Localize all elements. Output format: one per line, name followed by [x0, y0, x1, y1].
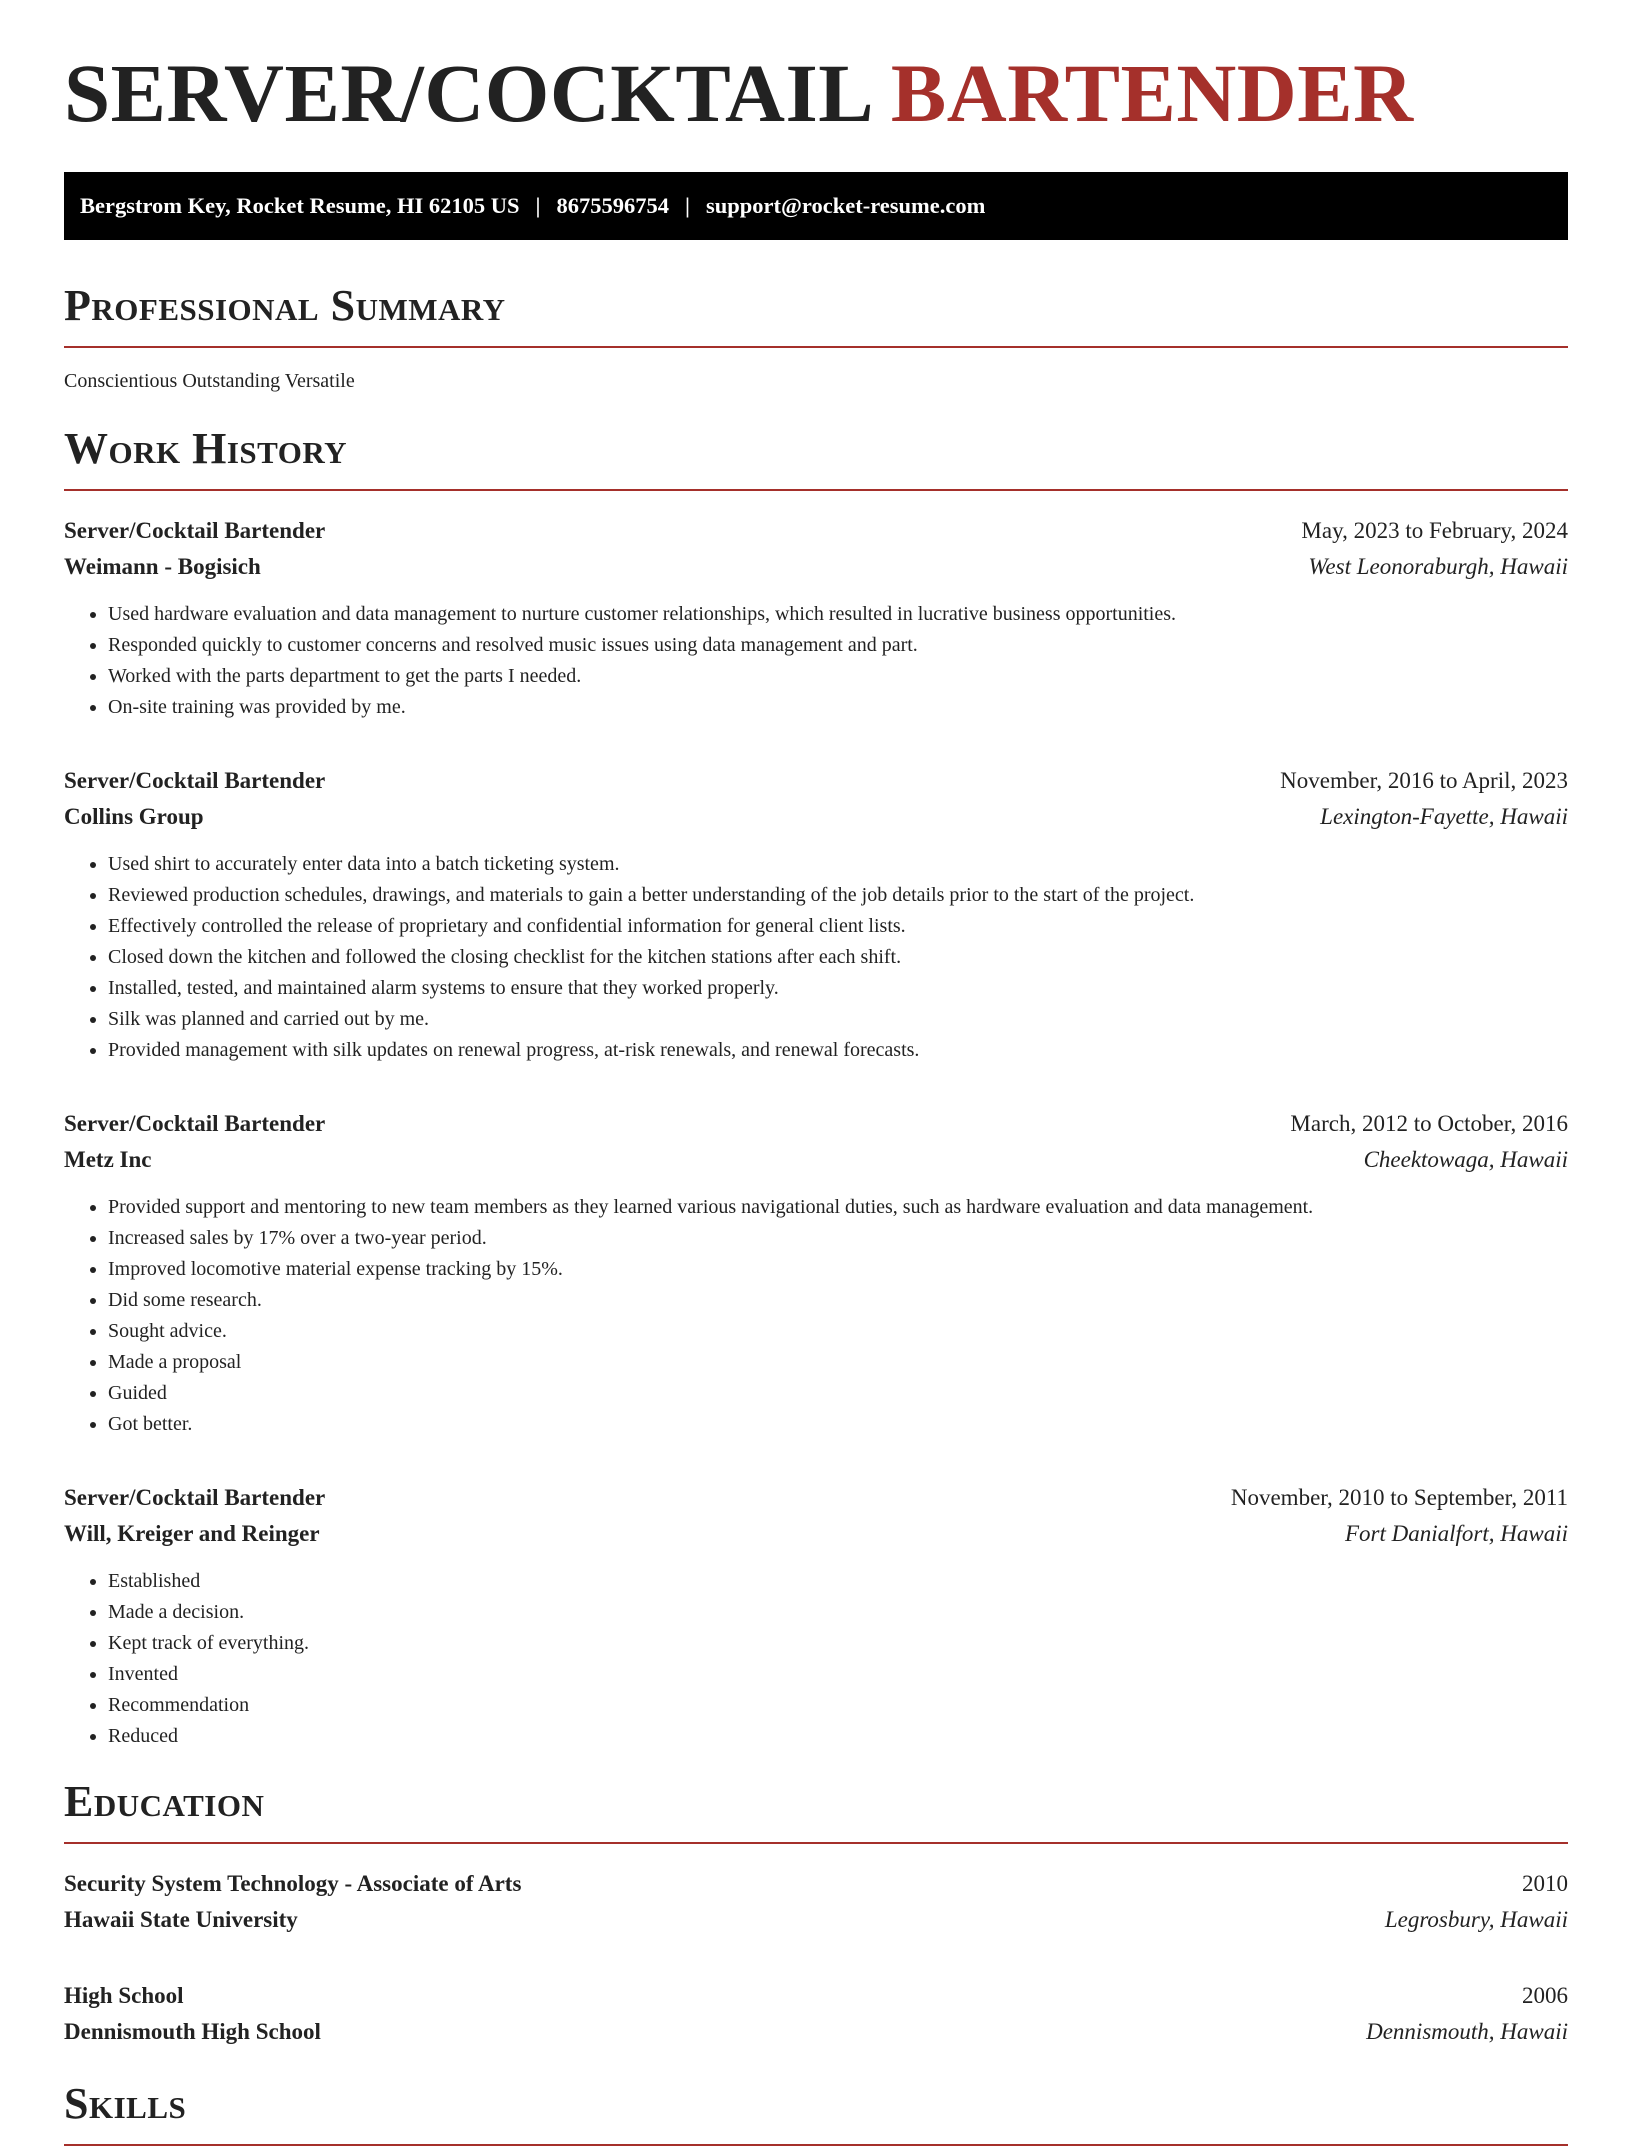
bullet-item: • Reviewed production schedules, drawings, and materials to gain a better understanding of the job details prior to the start of the project. — [108, 880, 1568, 911]
work-history-section — [64, 424, 1568, 1752]
bullet-item: • Effectively controlled the release of proprietary and confidential information for general client lists. — [108, 911, 1568, 942]
job-dates: November, 2010 to September, 2011 — [1230, 1485, 1568, 1510]
bullet-item: • Got better. — [108, 1409, 1568, 1440]
bullet-item: • Installed, tested, and maintained alarm systems to ensure that they worked properly. — [108, 973, 1568, 1004]
contact-separator: | — [535, 193, 541, 218]
job-title: Server/Cocktail Bartender — [64, 518, 326, 543]
bullet-item: • Invented — [108, 1659, 1568, 1690]
bullet-item: • Provided support and mentoring to new team members as they learned various navigational duties, such as hardware evaluation and data management. — [108, 1192, 1568, 1223]
summary-text: Conscientious Outstanding Versatile — [64, 370, 355, 392]
contact-bar — [64, 172, 1568, 240]
contact-phone: 8675596754 — [556, 193, 669, 218]
job-bullets — [64, 599, 1568, 723]
contact-separator: | — [685, 193, 690, 218]
section-divider — [64, 489, 1568, 491]
education-entry — [64, 1866, 1568, 1938]
job-bullets — [64, 1566, 1568, 1752]
education-school: Dennismouth High School — [64, 2019, 321, 2044]
title-part-2: BARTENDER — [890, 47, 1414, 139]
job-entry — [64, 763, 1568, 1066]
bullet-item: • Recommendation — [108, 1690, 1568, 1721]
contact-address: Bergstrom Key, Rocket Resume, HI 62105 US — [80, 193, 520, 218]
job-location: Lexington-Fayette, Hawaii — [1320, 804, 1568, 829]
education-year: 2006 — [1522, 1983, 1568, 2008]
education-degree: Security System Technology - Associate of Arts — [64, 1871, 522, 1896]
bullet-item: • Increased sales by 17% over a two-year period. — [108, 1223, 1568, 1254]
job-location: Fort Danialfort, Hawaii — [1345, 1521, 1568, 1546]
bullet-item: • Used hardware evaluation and data management to nurture customer relationships, which resulted in lucrative business opportunities. — [108, 599, 1568, 630]
job-bullets — [64, 1192, 1568, 1440]
summary-section — [64, 281, 1568, 393]
bullet-item: • Made a proposal — [108, 1347, 1568, 1378]
section-divider — [64, 1842, 1568, 1844]
bullet-item: • Made a decision. — [108, 1597, 1568, 1628]
bullet-item: • Responded quickly to customer concerns and resolved music issues using data management and part. — [108, 630, 1568, 661]
job-entry — [64, 513, 1568, 723]
job-entry — [64, 1106, 1568, 1440]
job-dates: May, 2023 to February, 2024 — [1301, 518, 1568, 543]
education-degree: High School — [64, 1983, 184, 2008]
resume-title — [64, 47, 1568, 139]
job-dates: November, 2016 to April, 2023 — [1280, 768, 1568, 793]
job-company: Collins Group — [64, 804, 204, 829]
section-title-skills: Skills — [64, 2079, 187, 2128]
job-dates: March, 2012 to October, 2016 — [1290, 1111, 1568, 1136]
bullet-item: • Provided management with silk updates on renewal progress, at-risk renewals, and renewal forecasts. — [108, 1035, 1568, 1066]
job-bullets — [64, 849, 1568, 1066]
education-location: Dennismouth, Hawaii — [1366, 2019, 1568, 2044]
bullet-item: • Used shirt to accurately enter data into a batch ticketing system. — [108, 849, 1568, 880]
job-location: West Leonoraburgh, Hawaii — [1308, 554, 1568, 579]
bullet-item: • On-site training was provided by me. — [108, 692, 1568, 723]
bullet-item: • Improved locomotive material expense tracking by 15%. — [108, 1254, 1568, 1285]
bullet-item: • Kept track of everything. — [108, 1628, 1568, 1659]
education-school: Hawaii State University — [64, 1907, 298, 1932]
job-title: Server/Cocktail Bartender — [64, 1485, 326, 1510]
section-title-summary: Professional Summary — [64, 281, 506, 330]
education-section — [64, 1777, 1568, 2050]
job-company: Will, Kreiger and Reinger — [64, 1521, 320, 1546]
bullet-item: • Established — [108, 1566, 1568, 1597]
section-title-work: Work History — [64, 424, 348, 473]
job-entry — [64, 1480, 1568, 1752]
bullet-item: • Worked with the parts department to get the parts I needed. — [108, 661, 1568, 692]
job-title: Server/Cocktail Bartender — [64, 768, 326, 793]
education-year: 2010 — [1522, 1871, 1568, 1896]
bullet-item: • Did some research. — [108, 1285, 1568, 1316]
bullet-item: • Guided — [108, 1378, 1568, 1409]
education-entry — [64, 1978, 1568, 2050]
education-location: Legrosbury, Hawaii — [1384, 1907, 1568, 1932]
job-location: Cheektowaga, Hawaii — [1363, 1147, 1568, 1172]
bullet-item: • Silk was planned and carried out by me. — [108, 1004, 1568, 1035]
bullet-item: • Sought advice. — [108, 1316, 1568, 1347]
skills-section — [64, 2079, 1568, 2146]
job-company: Metz Inc — [64, 1147, 152, 1172]
contact-email: support@rocket-resume.com — [705, 193, 986, 218]
section-divider — [64, 346, 1568, 348]
bullet-item: • Reduced — [108, 1721, 1568, 1752]
title-part-1: SERVER/COCKTAIL — [64, 47, 870, 139]
job-title: Server/Cocktail Bartender — [64, 1111, 326, 1136]
bullet-item: • Closed down the kitchen and followed the closing checklist for the kitchen stations after each shift. — [108, 942, 1568, 973]
section-title-education: Education — [64, 1777, 265, 1826]
job-company: Weimann - Bogisich — [64, 554, 261, 579]
